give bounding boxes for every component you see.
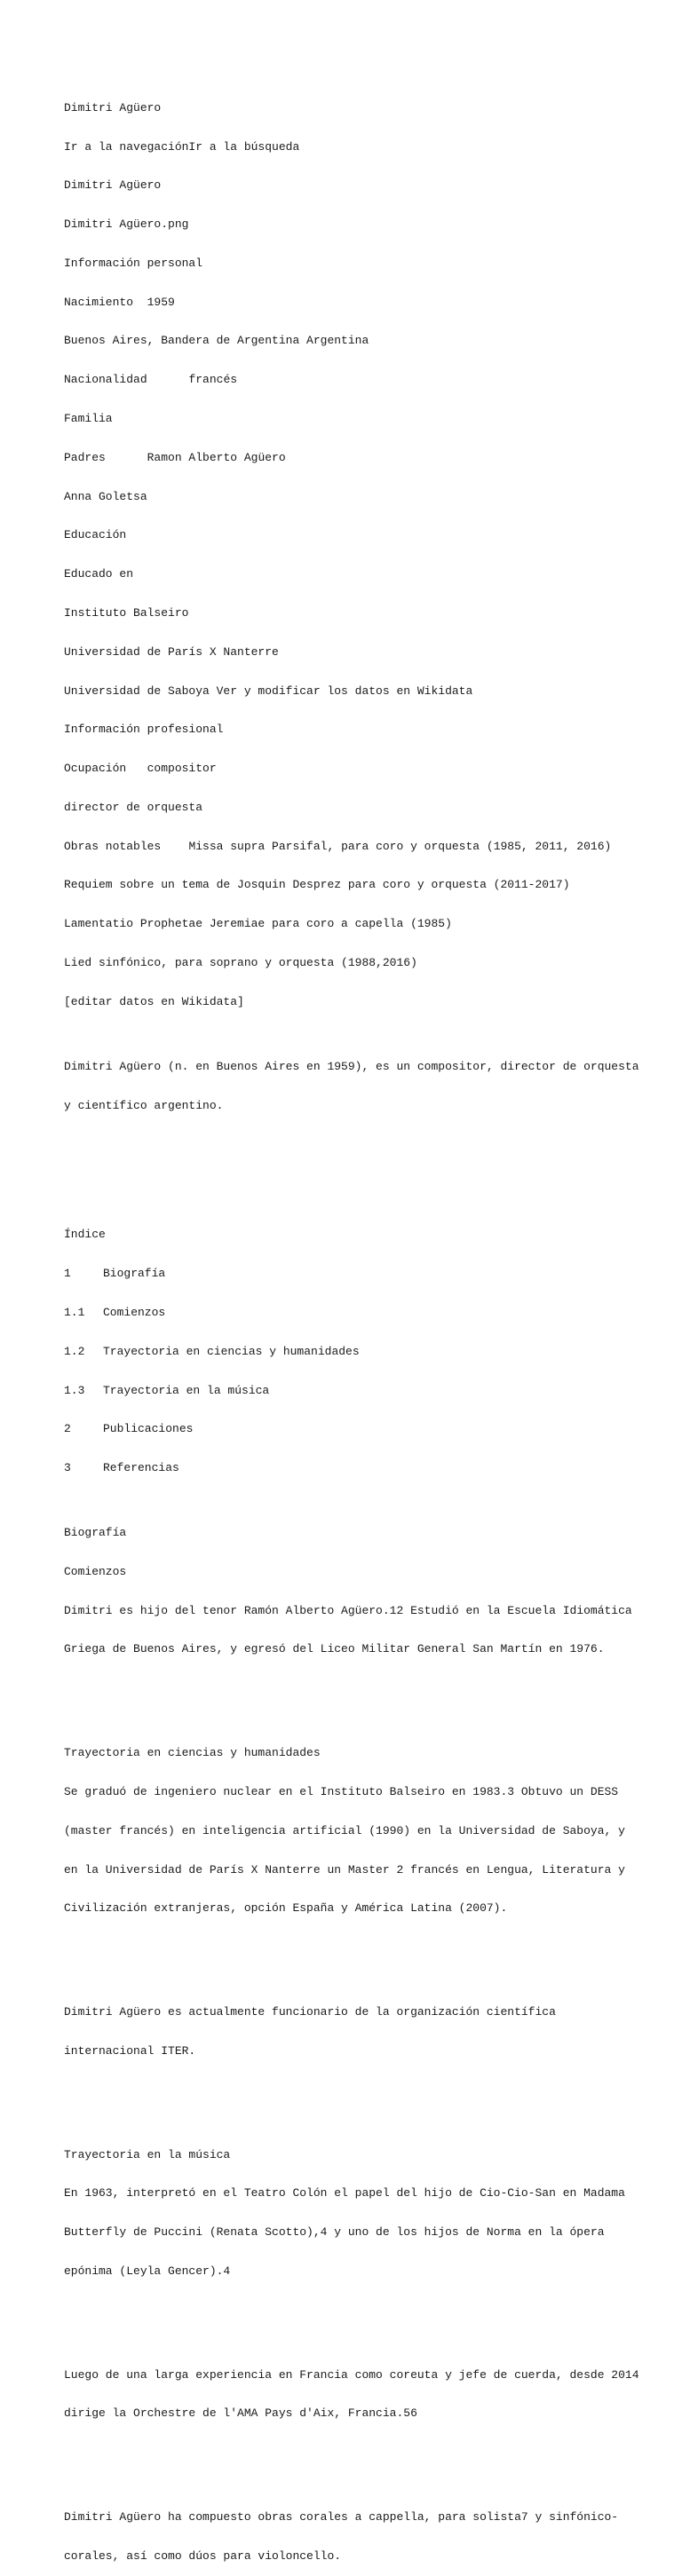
paragraph-line: internacional ITER. bbox=[64, 2043, 196, 2058]
occupation-row bbox=[64, 763, 632, 776]
intro-line: Dimitri Agüero (n. en Buenos Aires en 1959), es un compositor, director de orquesta bbox=[64, 1059, 639, 1073]
paragraph-line: epónima (Leyla Gencer).4 bbox=[64, 2264, 231, 2278]
nationality-label: Nacionalidad bbox=[64, 373, 147, 387]
school-3[interactable]: Universidad de Saboya Ver y modificar los datos en Wikidata bbox=[64, 684, 473, 698]
toc-item[interactable] bbox=[64, 1423, 632, 1436]
toc-number: 2 bbox=[64, 1422, 71, 1436]
toc-label[interactable]: Biografía bbox=[103, 1267, 166, 1281]
works-label: Obras notables bbox=[64, 839, 162, 853]
paragraph-line: Dimitri Agüero es actualmente funcionario de la organización científica bbox=[64, 2005, 556, 2019]
page-title: Dimitri Agüero bbox=[64, 100, 162, 115]
infobox-image-file[interactable]: Dimitri Agüero.png bbox=[64, 217, 189, 232]
professional-heading: Información profesional bbox=[64, 723, 224, 737]
family-heading: Familia bbox=[64, 412, 113, 426]
toc-item[interactable] bbox=[64, 1346, 632, 1359]
toc-label[interactable]: Trayectoria en ciencias y humanidades bbox=[103, 1344, 360, 1358]
birth-label: Nacimiento bbox=[64, 295, 134, 309]
paragraph-line: En 1963, interpretó en el Teatro Colón el papel del hijo de Cio-Cio-San en Madama bbox=[64, 2186, 625, 2201]
paragraph-line: Dimitri Agüero ha compuesto obras corales a cappella, para solista7 y sinfónico- bbox=[64, 2510, 619, 2525]
science-heading: Trayectoria en ciencias y humanidades bbox=[64, 1746, 321, 1760]
work-1[interactable]: Missa supra Parsifal, para coro y orquesta (1985, 2011, 2016) bbox=[188, 839, 612, 853]
nationality-row bbox=[64, 374, 632, 387]
toc-item[interactable] bbox=[64, 1462, 632, 1475]
works-row bbox=[64, 841, 632, 854]
toc-label[interactable]: Trayectoria en la música bbox=[103, 1383, 270, 1397]
toc-item[interactable] bbox=[64, 1385, 632, 1398]
toc-number: 1.3 bbox=[64, 1383, 85, 1397]
paragraph-line: Civilización extranjeras, opción España y América Latina (2007). bbox=[64, 1901, 508, 1916]
parents-row bbox=[64, 452, 632, 465]
parents-label: Padres bbox=[64, 450, 106, 464]
paragraph-line: Butterfly de Puccini (Renata Scotto),4 y uno de los hijos de Norma en la ópera bbox=[64, 2225, 605, 2240]
toc-label[interactable]: Comienzos bbox=[103, 1306, 166, 1319]
toc-label[interactable]: Referencias bbox=[103, 1461, 179, 1475]
paragraph-line: (master francés) en inteligencia artificial (1990) en la Universidad de Saboya, y bbox=[64, 1823, 625, 1837]
toc-number: 1 bbox=[64, 1267, 71, 1281]
toc-number: 3 bbox=[64, 1461, 71, 1475]
intro-line: y científico argentino. bbox=[64, 1098, 224, 1112]
document-page bbox=[64, 63, 639, 2576]
parent-1[interactable]: Ramon Alberto Agüero bbox=[147, 450, 286, 464]
occupation-2[interactable]: director de orquesta bbox=[64, 800, 203, 814]
toc-heading: Índice bbox=[64, 1228, 106, 1242]
parent-2: Anna Goletsa bbox=[64, 489, 147, 503]
occupation-1[interactable]: compositor bbox=[147, 762, 217, 776]
paragraph-line: dirige la Orchestre de l'AMA Pays d'Aix, Francia.56 bbox=[64, 2406, 417, 2421]
school-1[interactable]: Instituto Balseiro bbox=[64, 605, 189, 620]
infobox-name: Dimitri Agüero bbox=[64, 178, 162, 193]
paragraph-line: Griega de Buenos Aires, y egresó del Liceo Militar General San Martín en 1976. bbox=[64, 1642, 605, 1656]
toc-number: 1.1 bbox=[64, 1306, 85, 1319]
music-heading: Trayectoria en la música bbox=[64, 2147, 231, 2161]
toc-label[interactable]: Publicaciones bbox=[103, 1422, 194, 1436]
educated-in-label: Educado en bbox=[64, 567, 134, 581]
paragraph-line: Dimitri es hijo del tenor Ramón Alberto Agüero.12 Estudió en la Escuela Idiomática bbox=[64, 1603, 632, 1617]
nav-links[interactable]: Ir a la navegaciónIr a la búsqueda bbox=[64, 139, 300, 154]
birth-place: Buenos Aires, Bandera de Argentina Argentina bbox=[64, 334, 369, 348]
toc-number: 1.2 bbox=[64, 1344, 85, 1358]
personal-info-heading: Información personal bbox=[64, 256, 203, 270]
biography-heading: Biografía bbox=[64, 1526, 127, 1540]
nationality-value: francés bbox=[188, 373, 238, 387]
toc-item[interactable] bbox=[64, 1307, 632, 1320]
occupation-label: Ocupación bbox=[64, 762, 127, 776]
birth-year: 1959 bbox=[147, 295, 175, 309]
beginnings-heading: Comienzos bbox=[64, 1564, 127, 1578]
school-2[interactable]: Universidad de París X Nanterre bbox=[64, 644, 279, 659]
birth-row bbox=[64, 296, 632, 310]
paragraph-line: en la Universidad de París X Nanterre un Master 2 francés en Lengua, Literatura y bbox=[64, 1862, 625, 1877]
toc-item[interactable] bbox=[64, 1268, 632, 1281]
edit-wikidata-link[interactable]: [editar datos en Wikidata] bbox=[64, 994, 244, 1008]
education-heading: Educación bbox=[64, 528, 127, 542]
paragraph-line: corales, así como dúos para violoncello. bbox=[64, 2549, 342, 2563]
work-4[interactable]: Lied sinfónico, para soprano y orquesta (1988,2016) bbox=[64, 955, 417, 969]
paragraph-line: Se graduó de ingeniero nuclear en el Instituto Balseiro en 1983.3 Obtuvo un DESS bbox=[64, 1784, 619, 1798]
work-2[interactable]: Requiem sobre un tema de Josquin Desprez para coro y orquesta (2011-2017) bbox=[64, 878, 570, 892]
work-3[interactable]: Lamentatio Prophetae Jeremiae para coro a capella (1985) bbox=[64, 917, 452, 931]
paragraph-line: Luego de una larga experiencia en Francia como coreuta y jefe de cuerda, desde 2014 bbox=[64, 2367, 639, 2382]
